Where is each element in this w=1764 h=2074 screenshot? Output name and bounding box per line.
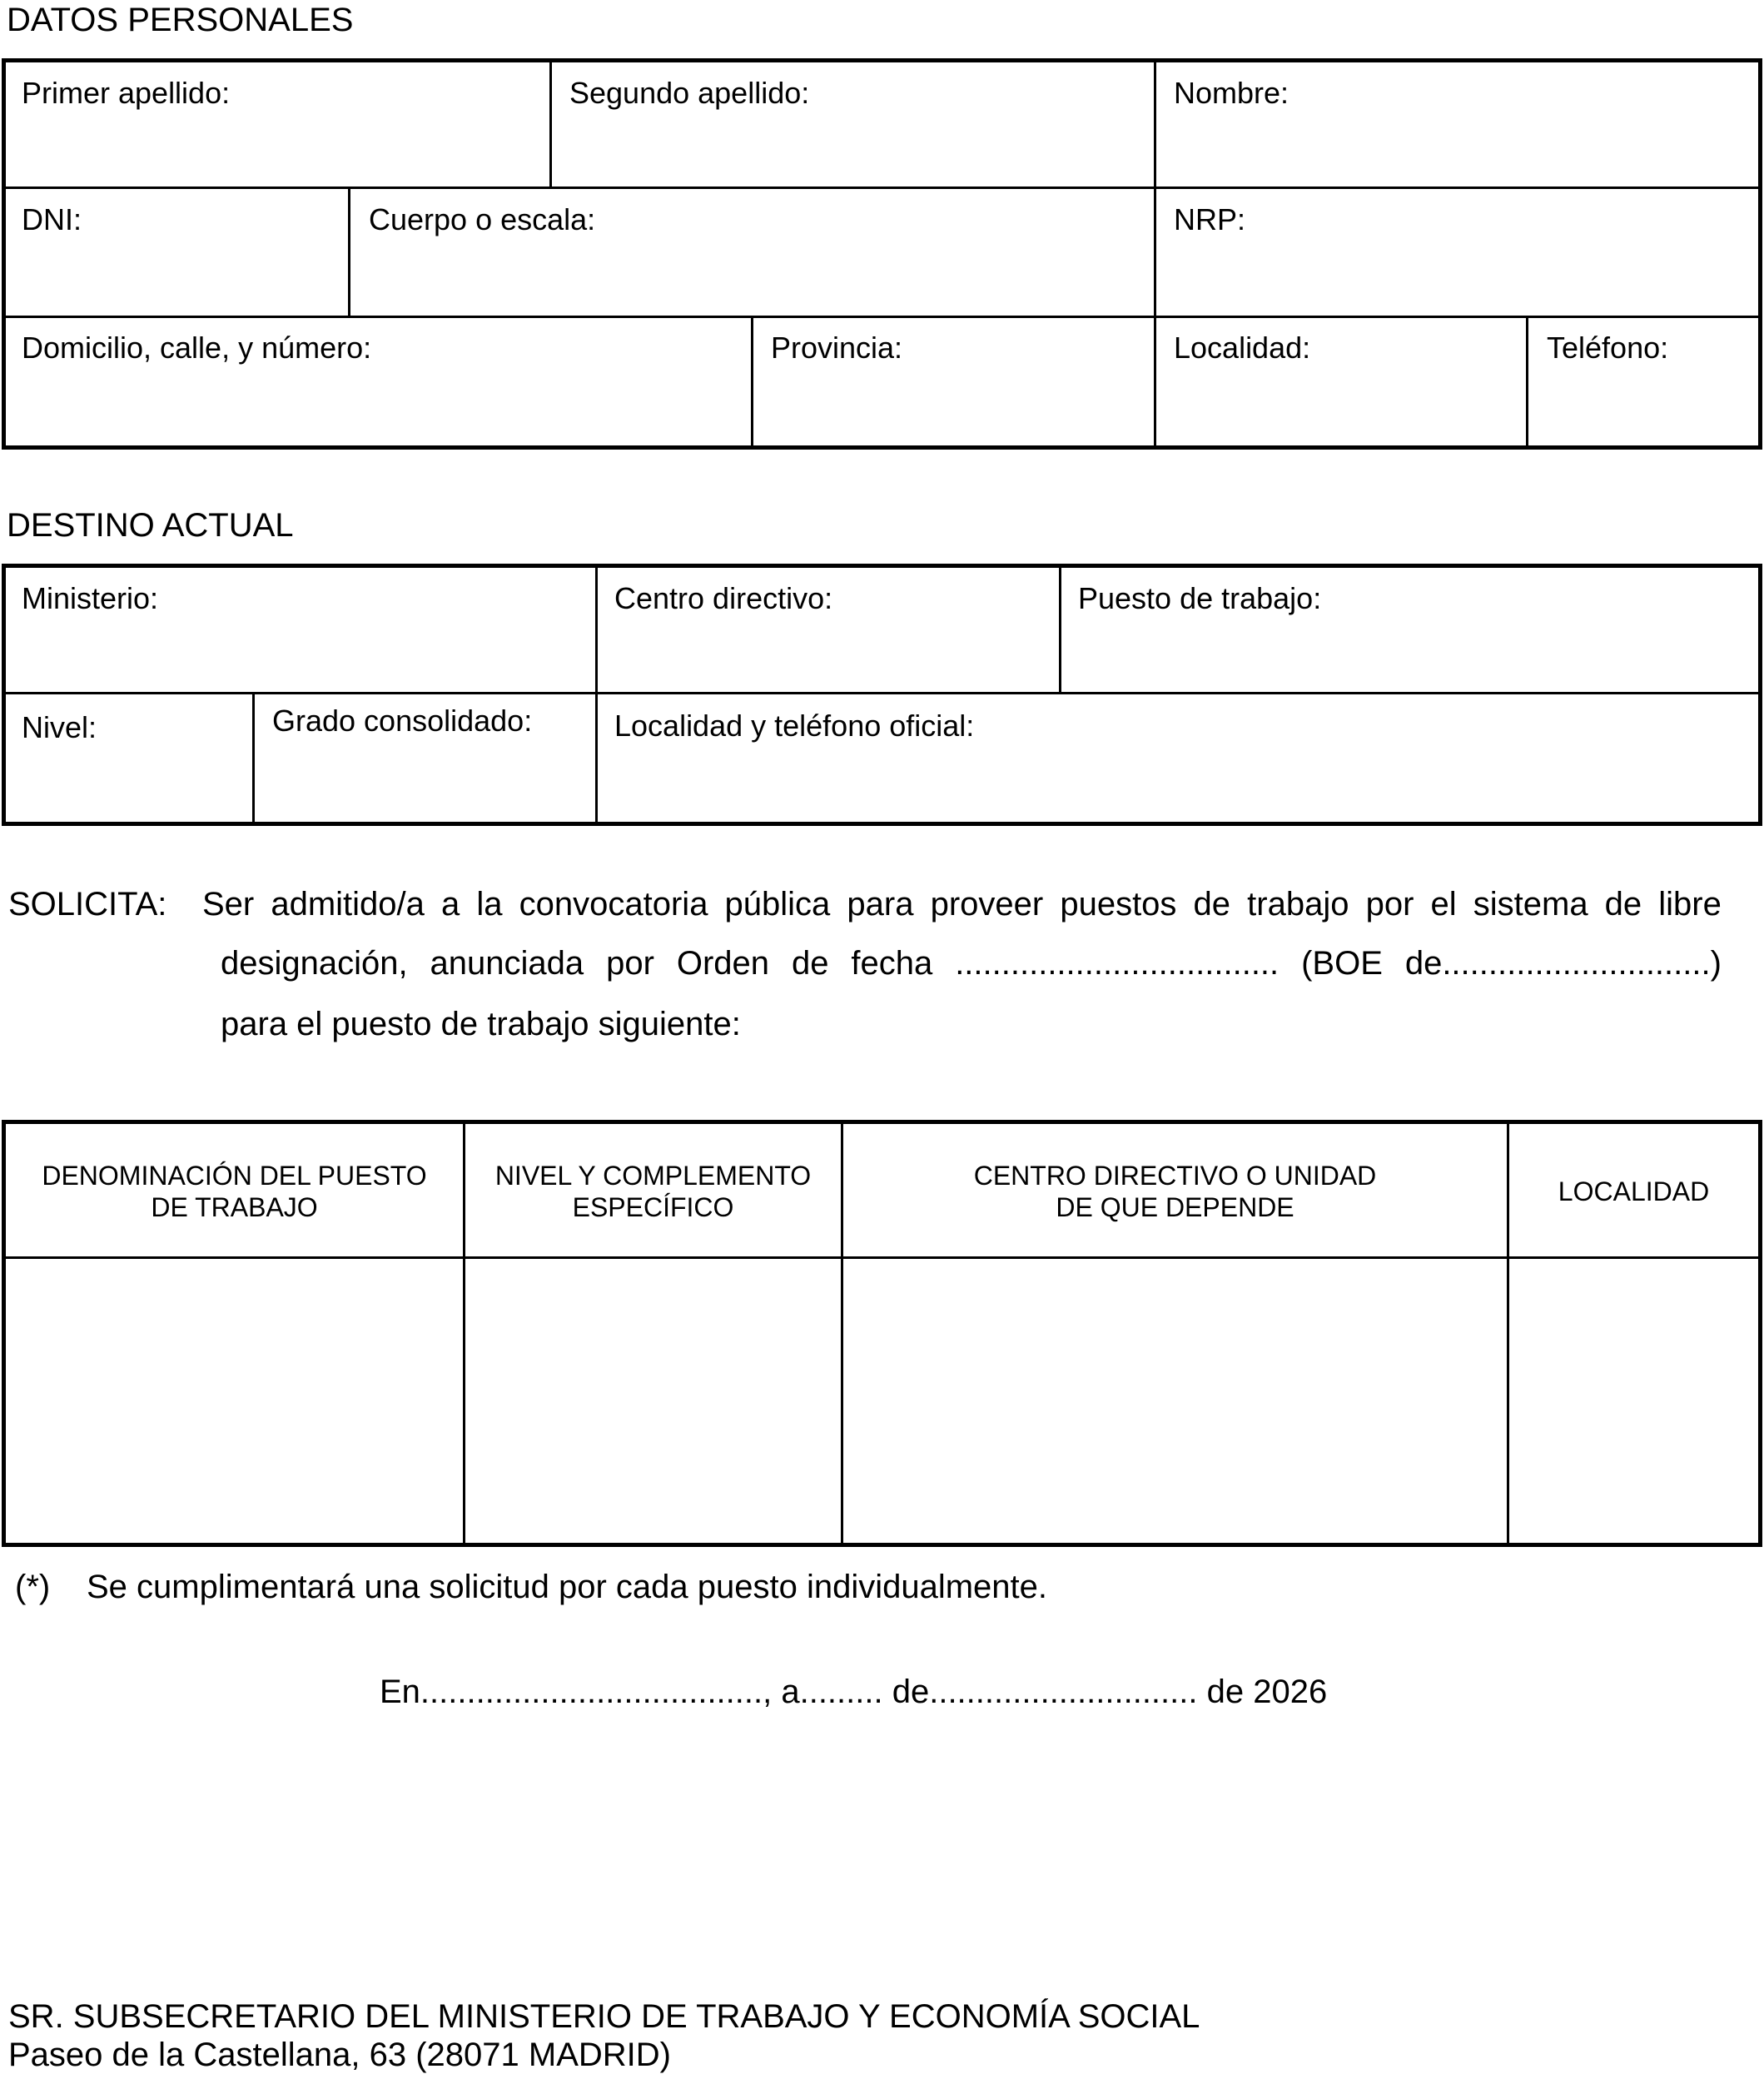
section-title-destino-actual: DESTINO ACTUAL xyxy=(7,507,294,544)
col-divider xyxy=(348,188,350,317)
word: libre xyxy=(1658,886,1722,923)
col-divider xyxy=(1526,317,1528,448)
section-title-datos-personales: DATOS PERSONALES xyxy=(7,2,354,38)
word: a xyxy=(441,886,460,923)
word: puestos xyxy=(1060,886,1177,923)
word: anunciada xyxy=(430,945,584,982)
destinatario-line-1: SR. SUBSECRETARIO DEL MINISTERIO DE TRABAJO Y ECONOMÍA SOCIAL xyxy=(8,1998,1200,2035)
field-grado-consolidado[interactable]: Grado consolidado: xyxy=(272,704,533,738)
datos-personales-table xyxy=(2,58,1762,450)
field-dni[interactable]: DNI: xyxy=(22,202,82,236)
row-divider xyxy=(3,692,1761,694)
col-divider xyxy=(252,694,255,824)
col-header-localidad: LOCALIDAD xyxy=(1558,1176,1710,1206)
word: de.............................) xyxy=(1404,945,1722,982)
word: por xyxy=(1365,886,1414,923)
field-cuerpo-escala[interactable]: Cuerpo o escala: xyxy=(369,202,596,236)
field-provincia[interactable]: Provincia: xyxy=(771,331,903,365)
word: el xyxy=(1430,886,1457,923)
field-telefono[interactable]: Teléfono: xyxy=(1547,331,1669,365)
field-centro-directivo[interactable]: Centro directivo: xyxy=(614,581,833,615)
word: de xyxy=(791,945,829,982)
fecha-lugar[interactable]: En....................................., a......... de............................. de 2026 xyxy=(380,1674,1328,1710)
col-divider xyxy=(1059,565,1061,694)
word: convocatoria xyxy=(519,886,708,923)
header-line: ESPECÍFICO xyxy=(572,1192,734,1222)
destino-actual-table xyxy=(2,564,1762,826)
col-divider xyxy=(595,565,598,824)
row-divider xyxy=(3,187,1761,189)
word: trabajo xyxy=(1247,886,1349,923)
col-header-denominacion xyxy=(6,1160,463,1223)
word: Ser xyxy=(202,886,255,923)
solicita-label: SOLICITA: xyxy=(8,886,167,923)
col-divider xyxy=(1154,60,1156,318)
header-line: CENTRO DIRECTIVO O UNIDAD xyxy=(973,1161,1377,1191)
word: ................................... xyxy=(955,945,1280,982)
field-nivel[interactable]: Nivel: xyxy=(22,710,97,744)
word: pública xyxy=(724,886,831,923)
word: (BOE xyxy=(1301,945,1383,982)
field-segundo-apellido[interactable]: Segundo apellido: xyxy=(569,76,810,110)
row-divider xyxy=(3,316,1761,318)
cell-denominacion[interactable] xyxy=(6,1259,463,1543)
cell-nivel-complemento[interactable] xyxy=(465,1259,841,1543)
header-line: DE QUE DEPENDE xyxy=(1056,1192,1294,1222)
field-localidad[interactable]: Localidad: xyxy=(1174,331,1311,365)
cell-centro-directivo[interactable] xyxy=(843,1259,1507,1543)
word: la xyxy=(476,886,503,923)
col-divider xyxy=(549,60,552,188)
field-localidad-telefono-oficial[interactable]: Localidad y teléfono oficial: xyxy=(614,709,975,743)
header-line: DE TRABAJO xyxy=(151,1192,318,1222)
word: sistema xyxy=(1473,886,1588,923)
header-line: NIVEL Y COMPLEMENTO xyxy=(494,1161,812,1191)
field-domicilio[interactable]: Domicilio, calle, y número: xyxy=(22,331,372,365)
word: Orden xyxy=(676,945,770,982)
cell-localidad[interactable] xyxy=(1509,1259,1758,1543)
header-line: DENOMINACIÓN DEL PUESTO xyxy=(42,1161,427,1191)
word: de xyxy=(1193,886,1231,923)
field-ministerio[interactable]: Ministerio: xyxy=(22,581,159,615)
nota-marker: (*) xyxy=(15,1569,51,1605)
solicita-line-1 xyxy=(202,888,1722,921)
word: para xyxy=(847,886,914,923)
nota-text: Se cumplimentará una solicitud por cada puesto individualmente. xyxy=(87,1569,1048,1605)
col-divider xyxy=(751,317,753,448)
col-header-centro-directivo xyxy=(843,1160,1507,1223)
field-nombre[interactable]: Nombre: xyxy=(1174,76,1289,110)
col-header-nivel-complemento xyxy=(465,1160,841,1223)
col-divider xyxy=(1154,317,1156,448)
word: admitido/a xyxy=(271,886,425,923)
word: proveer xyxy=(930,886,1044,923)
solicita-line-2 xyxy=(221,947,1722,980)
field-puesto-trabajo[interactable]: Puesto de trabajo: xyxy=(1078,581,1322,615)
word: de xyxy=(1604,886,1642,923)
field-primer-apellido[interactable]: Primer apellido: xyxy=(22,76,231,110)
word: designación, xyxy=(221,945,408,982)
solicita-line-3: para el puesto de trabajo siguiente: xyxy=(221,1006,741,1042)
word: fecha xyxy=(851,945,933,982)
destinatario-line-2: Paseo de la Castellana, 63 (28071 MADRID) xyxy=(8,2037,671,2073)
word: por xyxy=(606,945,654,982)
field-nrp[interactable]: NRP: xyxy=(1174,202,1246,236)
